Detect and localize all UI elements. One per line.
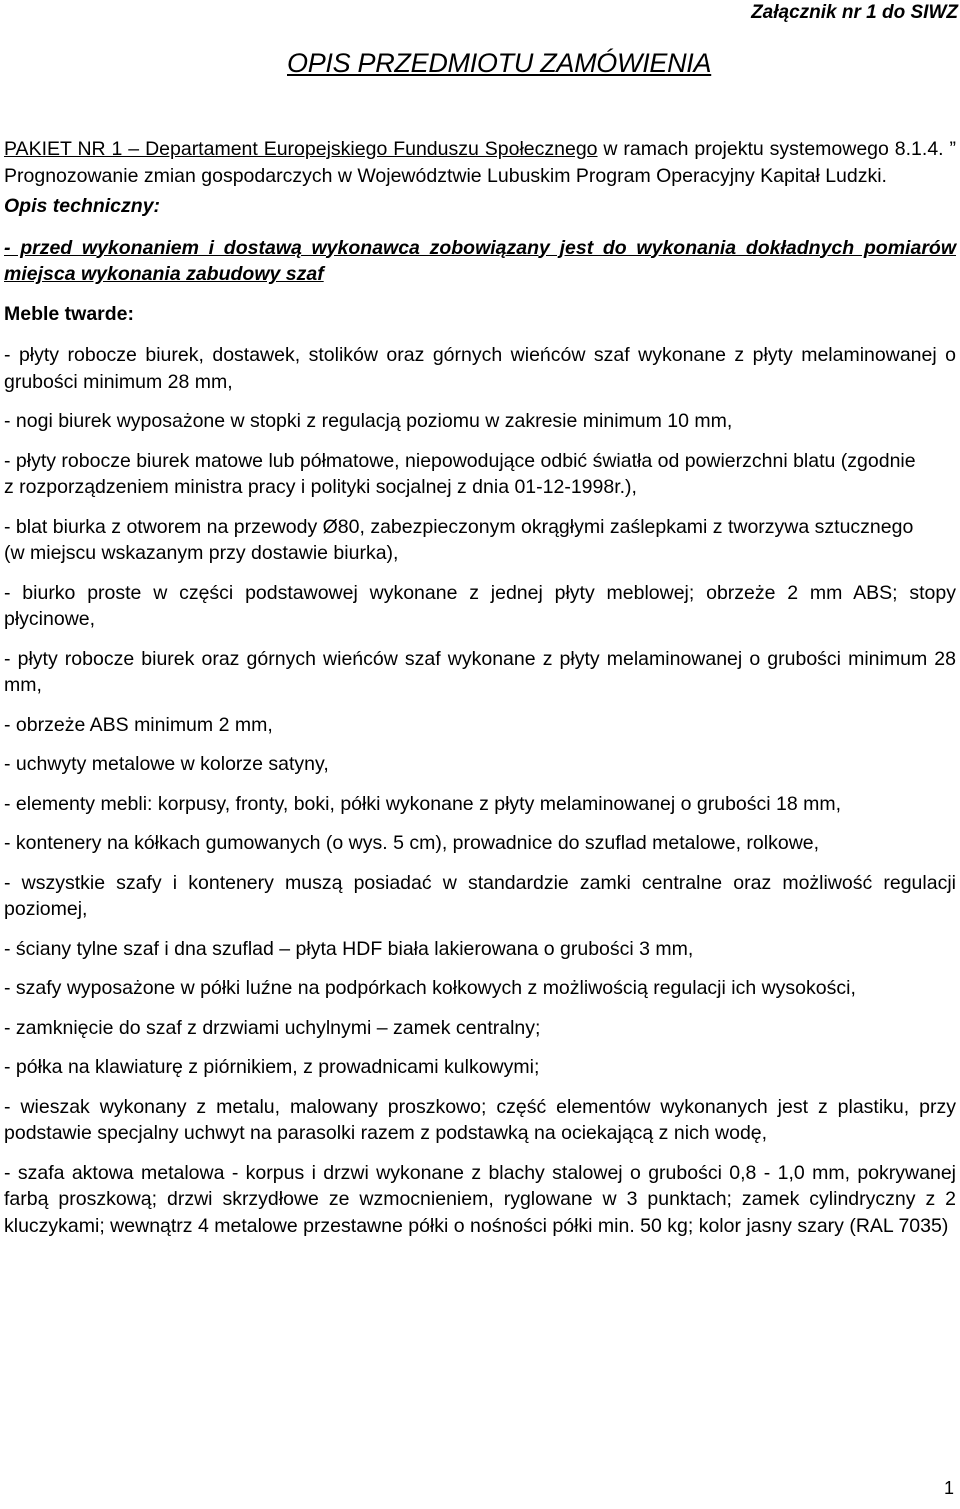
list-item: - wieszak wykonany z metalu, malowany proszkowo; część elementów wykonanych jest z plastiku, przy podstawie specjalny uchwyt na parasolki razem z podstawką na ociekającą z nich wodę, [4, 1095, 956, 1144]
list-item: - obrzeże ABS minimum 2 mm, [4, 713, 273, 736]
list-item: - szafy wyposażone w półki luźne na podpórkach kołkowych z możliwością regulacji ich wysokości, [4, 977, 856, 999]
furniture-heading: Meble twarde: [4, 302, 135, 325]
list-item: - ściany tylne szaf i dna szuflad – płyta HDF biała lakierowana o grubości 3 mm, [4, 937, 694, 960]
list-item: - biurko proste w części podstawowej wykonane z jednej płyty meblowej; obrzeże 2 mm ABS; stopy płycinowe, [4, 581, 956, 630]
list-item: - półka na klawiaturę z piórnikiem, z prowadnicami kulkowymi; [4, 1056, 540, 1078]
list-item: - płyty robocze biurek, dostawek, stolików oraz górnych wieńców szaf wykonane z płyty melaminowanej o grubości minimum 28 mm, [4, 344, 956, 393]
list-item-text: - płyty robocze biurek matowe lub półmatowe, niepowodujące odbić światła od powierzchni blatu (zgodnie [4, 449, 916, 472]
list-item: - zamknięcie do szaf z drzwiami uchylnymi – zamek centralny; [4, 1016, 541, 1039]
technical-heading: Opis techniczny: [4, 195, 161, 217]
document-body [4, 136, 956, 1239]
list-item [4, 448, 956, 501]
list-item: - uchwyty metalowe w kolorze satyny, [4, 753, 329, 775]
list-item [4, 514, 956, 567]
list-item: - kontenery na kółkach gumowanych (o wys. 5 cm), prowadnice do szuflad metalowe, rolkowe, [4, 832, 820, 854]
page-number: 1 [943, 1478, 954, 1498]
furniture-list [4, 342, 956, 1239]
annex-label: Załącznik nr 1 do SIWZ [751, 2, 958, 23]
list-item-text: - blat biurka z otworem na przewody Ø80, zabezpieczonym okrągłymi zaślepkami z tworzywa sztucznego [4, 515, 914, 538]
list-item: - wszystkie szafy i kontenery muszą posiadać w standardzie zamki centralne oraz możliwość regulacji poziomej, [4, 871, 956, 920]
pakiet-label: PAKIET NR 1 – Departament Europejskiego Funduszu Społecznego [4, 138, 598, 160]
list-item: - płyty robocze biurek oraz górnych wieńców szaf wykonane z płyty melaminowanej o grubości minimum 28 mm, [4, 647, 956, 696]
pakiet-paragraph [4, 136, 956, 189]
list-item: - szafa aktowa metalowa - korpus i drzwi wykonane z blachy stalowej o grubości 0,8 - 1,0 mm, pokrywanej farbą proszkową; drzwi skrzydłowe ze wzmocnieniem, ryglowane w 3 punktach; zamek cylindryczny z 2 kluczykami; wewnątrz 4 metalowe przestawne półki o nośności półki min. 50 kg; kolor jasny szary (RAL 7035) [4, 1161, 956, 1237]
list-item-continuation: (w miejscu wskazanym przy dostawie biurka), [4, 542, 399, 564]
document-title: OPIS PRZEDMIOTU ZAMÓWIENIA [287, 48, 712, 78]
pakiet-description: w ramach projektu systemowego 8.1.4. ” Prognozowanie zmian gospodarczych w Województwie Lubuskim Program Operacyjny Kapitał Ludzki. [4, 138, 956, 187]
technical-requirement: - przed wykonaniem i dostawą wykonawca zobowiązany jest do wykonania dokładnych pomiarów miejsca wykonania zabudowy szaf [4, 236, 956, 285]
list-item-continuation: z rozporządzeniem ministra pracy i polityki socjalnej z dnia 01-12-1998r.), [4, 476, 637, 498]
list-item: - nogi biurek wyposażone w stopki z regulacją poziomu w zakresie minimum 10 mm, [4, 410, 733, 432]
list-item: - elementy mebli: korpusy, fronty, boki, półki wykonane z płyty melaminowanej o grubości 18 mm, [4, 792, 842, 815]
